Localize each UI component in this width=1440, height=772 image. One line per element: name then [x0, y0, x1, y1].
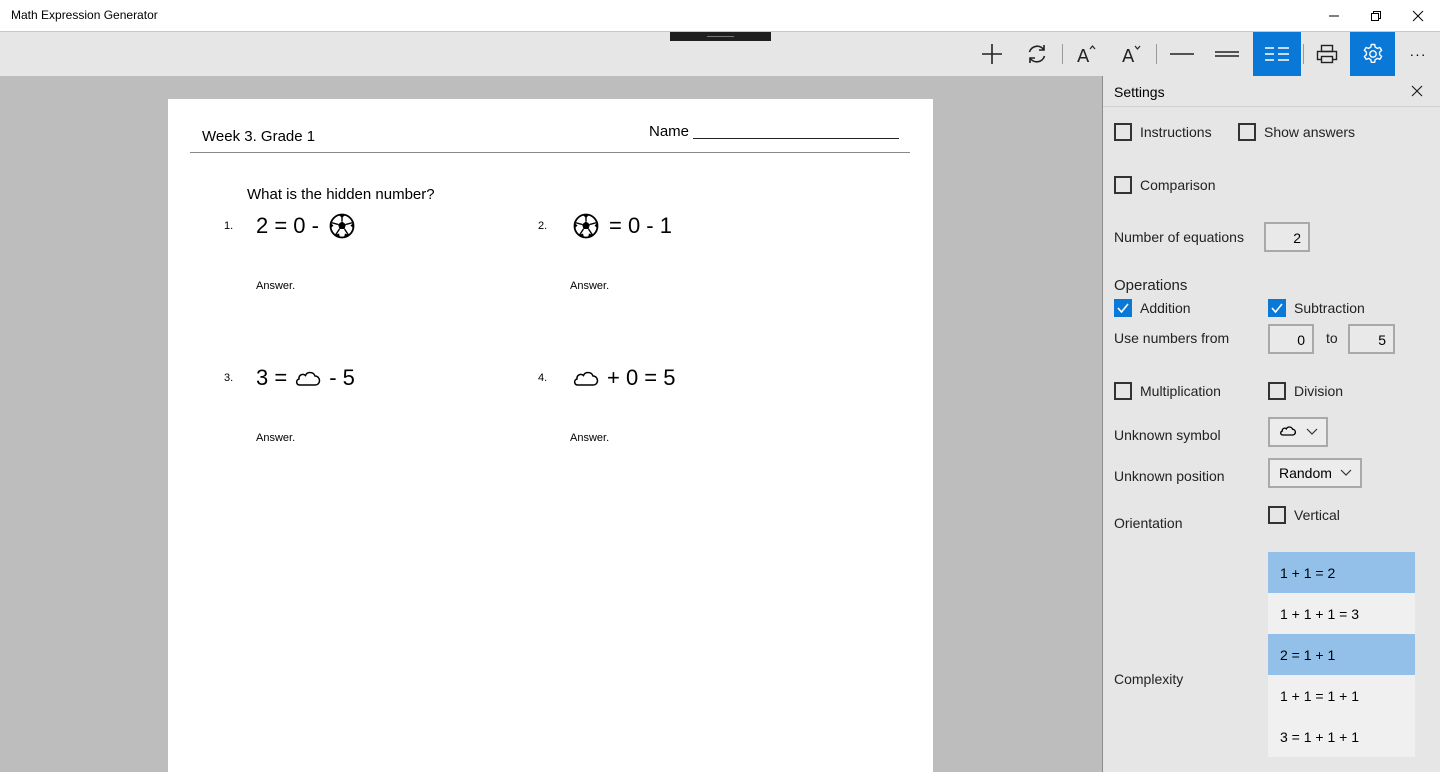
- checkbox-box: [1114, 176, 1132, 194]
- vertical-checkbox[interactable]: [1268, 506, 1340, 524]
- chevron-down-icon: [1340, 468, 1352, 478]
- soccer-ball-icon: [327, 211, 357, 241]
- name-label: Name: [649, 123, 690, 140]
- settings-title: Settings: [1114, 84, 1165, 100]
- double-line-button[interactable]: [1205, 32, 1249, 76]
- minimize-button[interactable]: [1312, 0, 1356, 31]
- toolbar-separator: [1156, 44, 1157, 64]
- double-line-icon: [1214, 43, 1240, 65]
- checkbox-box: [1114, 299, 1132, 317]
- subtraction-checkbox[interactable]: [1268, 299, 1365, 317]
- font-decrease-button[interactable]: [1109, 32, 1153, 76]
- list-view-button[interactable]: [1253, 32, 1301, 76]
- single-line-icon: [1169, 43, 1195, 65]
- refresh-button[interactable]: [1015, 32, 1059, 76]
- checkbox-box: [1268, 299, 1286, 317]
- svg-text:A: A: [1077, 46, 1090, 66]
- answer-label: Answer.: [256, 432, 296, 444]
- answer-label: Answer.: [570, 280, 610, 292]
- complexity-option[interactable]: 2 = 1 + 1: [1268, 634, 1415, 675]
- close-window-button[interactable]: [1396, 0, 1440, 31]
- checkbox-label: Instructions: [1140, 124, 1212, 140]
- worksheet-instructions: What is the hidden number?: [247, 186, 435, 203]
- operations-heading: Operations: [1114, 277, 1188, 294]
- question-expression: [256, 211, 357, 241]
- question-expression: [571, 363, 676, 393]
- checkbox-label: Addition: [1140, 300, 1191, 316]
- checkmark-icon: [1270, 301, 1284, 315]
- add-icon: [981, 43, 1003, 65]
- question-number: 4.: [538, 372, 548, 384]
- toolbar-separator: [1303, 44, 1304, 64]
- question-number: 1.: [224, 220, 234, 232]
- checkbox-label: Division: [1294, 383, 1344, 399]
- header-divider: [190, 152, 910, 153]
- font-decrease-icon: [1119, 42, 1143, 66]
- complexity-option[interactable]: 1 + 1 = 2: [1268, 552, 1415, 593]
- complexity-label: Complexity: [1114, 671, 1184, 687]
- title-bar: [0, 0, 1440, 31]
- worksheet-title: Week 3. Grade 1: [202, 128, 316, 145]
- addition-checkbox[interactable]: [1114, 299, 1191, 317]
- checkbox-label: Comparison: [1140, 177, 1216, 193]
- window-title: Math Expression Generator: [11, 8, 158, 22]
- answer-label: Answer.: [570, 432, 610, 444]
- unknown-position-label: Unknown position: [1114, 468, 1225, 484]
- unknown-symbol-label: Unknown symbol: [1114, 427, 1221, 443]
- orientation-label: Orientation: [1114, 515, 1183, 531]
- checkbox-label: Show answers: [1264, 124, 1356, 140]
- question-number: 2.: [538, 220, 548, 232]
- instructions-checkbox[interactable]: [1114, 123, 1212, 141]
- question-expression: [256, 363, 355, 393]
- list-view-icon: [1264, 43, 1290, 65]
- name-underline: [693, 138, 899, 139]
- checkmark-icon: [1116, 301, 1130, 315]
- question-expression: [571, 211, 672, 241]
- checkbox-box: [1238, 123, 1256, 141]
- show-answers-checkbox[interactable]: [1238, 123, 1355, 141]
- unknown-position-dropdown[interactable]: [1268, 458, 1362, 488]
- complexity-option[interactable]: 3 = 1 + 1 + 1: [1268, 716, 1415, 757]
- more-button[interactable]: [1396, 32, 1440, 76]
- panel-divider: [1103, 106, 1440, 107]
- single-line-button[interactable]: [1160, 32, 1204, 76]
- cloud-icon: [571, 363, 601, 393]
- complexity-option[interactable]: 1 + 1 = 1 + 1: [1268, 675, 1415, 716]
- settings-button[interactable]: [1350, 32, 1395, 76]
- print-button[interactable]: [1306, 32, 1348, 76]
- from-number-field[interactable]: 0: [1268, 324, 1314, 354]
- soccer-ball-icon: [571, 211, 601, 241]
- question-number: 3.: [224, 372, 234, 384]
- cloud-icon: [1279, 424, 1297, 440]
- num-equations-label: Number of equations: [1114, 229, 1244, 245]
- complexity-list: [1268, 552, 1415, 757]
- dropdown-value: Random: [1279, 465, 1332, 481]
- complexity-option[interactable]: 1 + 1 + 1 = 3: [1268, 593, 1415, 634]
- num-equations-field[interactable]: 2: [1264, 222, 1310, 252]
- use-numbers-label: Use numbers from: [1114, 330, 1230, 346]
- restore-button[interactable]: [1354, 0, 1398, 31]
- refresh-icon: [1026, 43, 1048, 65]
- multiplication-checkbox[interactable]: [1114, 382, 1221, 400]
- checkbox-label: Multiplication: [1140, 383, 1221, 399]
- close-settings-button[interactable]: [1408, 82, 1426, 100]
- gear-icon: [1361, 42, 1385, 66]
- restore-icon: [1370, 10, 1382, 22]
- workspace[interactable]: [0, 76, 1102, 772]
- drag-handle[interactable]: [670, 32, 771, 41]
- checkbox-box: [1268, 382, 1286, 400]
- font-increase-button[interactable]: [1064, 32, 1108, 76]
- to-number-field[interactable]: 5: [1348, 324, 1395, 354]
- minimize-icon: [1328, 10, 1340, 22]
- toolbar-separator: [1062, 44, 1063, 64]
- toolbar: [0, 31, 1440, 76]
- answer-label: Answer.: [256, 280, 296, 292]
- add-button[interactable]: [970, 32, 1014, 76]
- checkbox-label: Subtraction: [1294, 300, 1365, 316]
- close-icon: [1412, 10, 1424, 22]
- worksheet-page: [168, 99, 933, 772]
- expression-text: + 0 = 5: [607, 365, 676, 390]
- unknown-symbol-dropdown[interactable]: [1268, 417, 1328, 447]
- svg-text:A: A: [1122, 46, 1135, 66]
- print-icon: [1316, 43, 1338, 65]
- checkbox-box: [1268, 506, 1286, 524]
- division-checkbox[interactable]: [1268, 382, 1343, 400]
- expression-text: 2 = 0 -: [256, 213, 319, 238]
- checkbox-box: [1114, 123, 1132, 141]
- chevron-down-icon: [1306, 427, 1318, 437]
- expression-text: = 0 - 1: [609, 213, 672, 238]
- comparison-checkbox[interactable]: [1114, 176, 1215, 194]
- expression-text: - 5: [329, 365, 355, 390]
- more-icon: ···: [1409, 46, 1427, 62]
- checkbox-box: [1114, 382, 1132, 400]
- close-icon: [1411, 85, 1423, 97]
- settings-panel: [1102, 76, 1440, 772]
- expression-text: 3 =: [256, 365, 288, 390]
- checkbox-label: Vertical: [1294, 507, 1340, 523]
- font-increase-icon: [1074, 42, 1098, 66]
- to-label: to: [1326, 330, 1338, 346]
- cloud-icon: [293, 363, 323, 393]
